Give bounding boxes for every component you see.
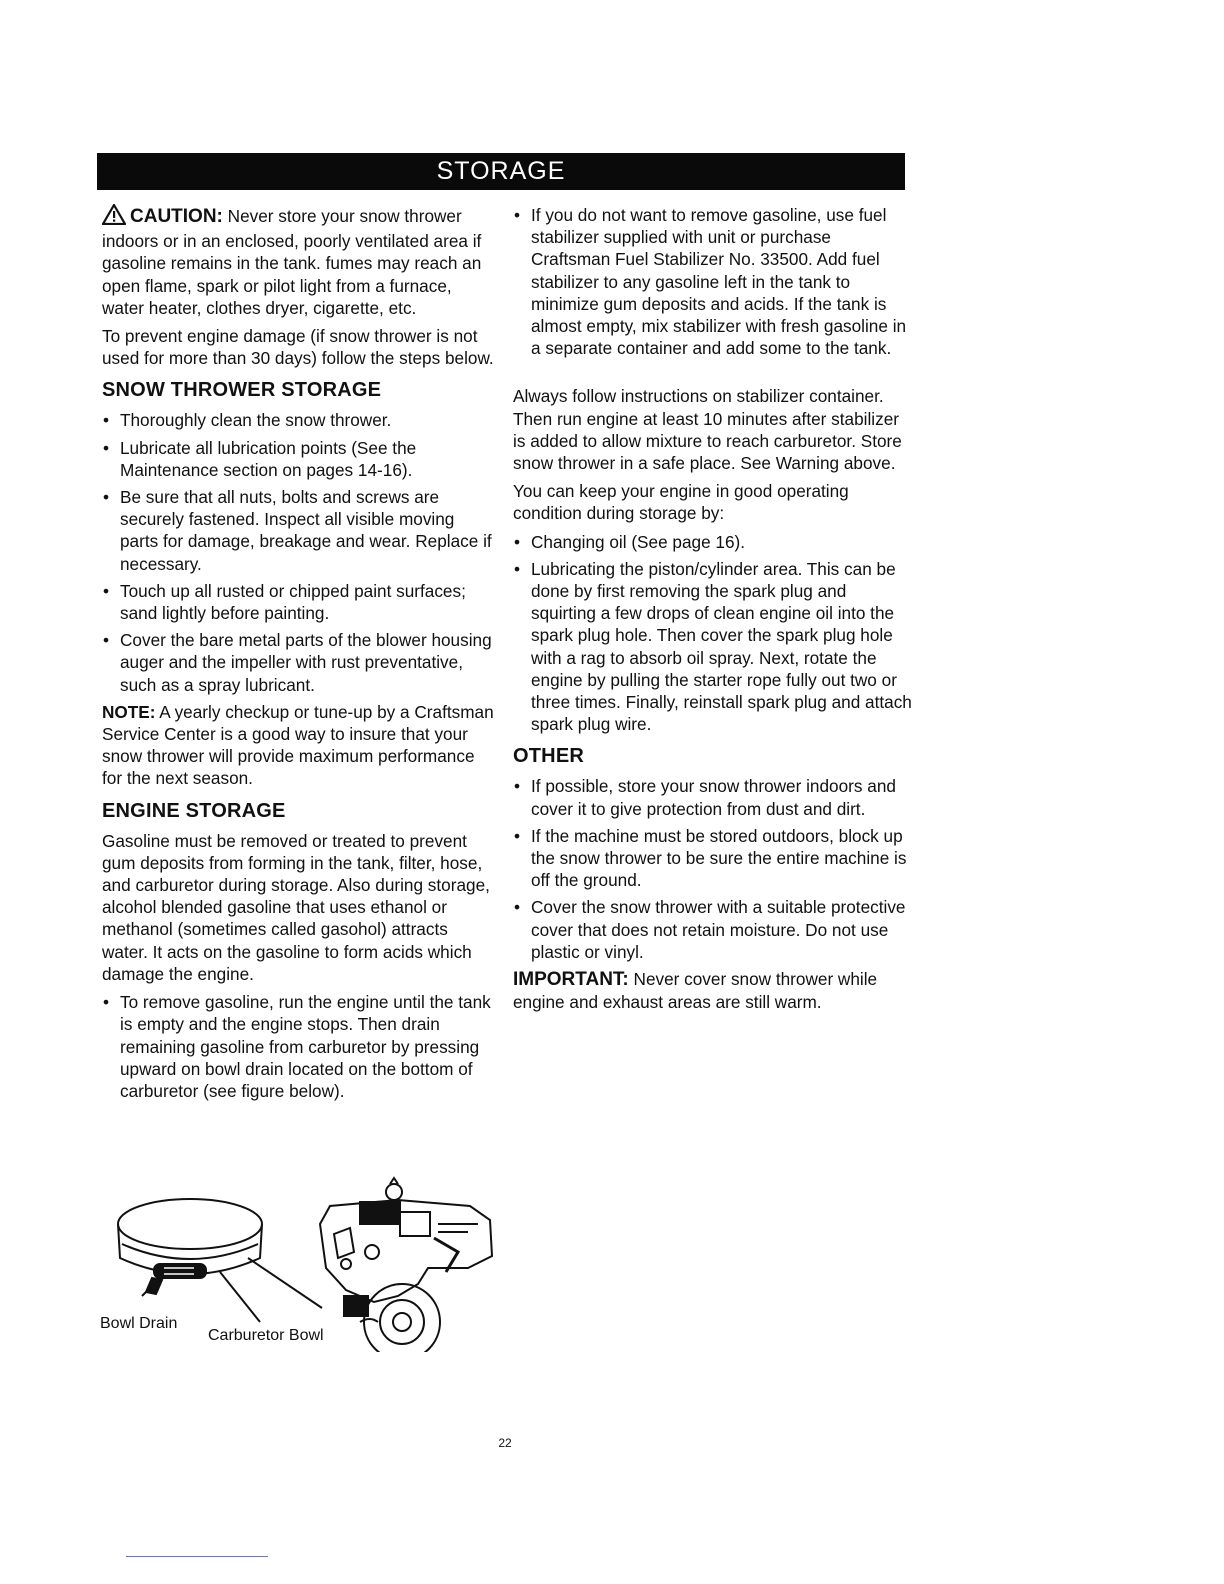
carburetor-bowl-label: Carburetor Bowl [208,1327,324,1344]
engine-storage-list [102,991,496,1102]
caution-text: Never store your snow thrower indoors or in an enclosed, poorly ventilated area if gasoline remains in the tank. fumes may reach an open flame, spark or pilot light from a furnace, water heater, clothes dryer, cigarette, etc. [102,206,482,318]
other-list [513,775,913,963]
page-title: STORAGE [97,153,905,190]
list-item: • Lubricate all lubrication points (See the Maintenance section on pages 14-16). [102,437,496,481]
note-text: A yearly checkup or tune-up by a Craftsman Service Center is a good way to insure that your snow thrower will provide maximum performance for the next season. [102,701,494,789]
warning-triangle-icon [102,204,126,230]
engine-condition-list [513,531,913,736]
list-item: • If possible, store your snow thrower indoors and cover it to give protection from dust and dirt. [513,775,913,819]
list-item: • Thoroughly clean the snow thrower. [102,409,496,431]
snow-thrower-storage-heading: SNOW THROWER STORAGE [102,379,382,402]
list-item: • Touch up all rusted or chipped paint surfaces; sand lightly before painting. [102,580,496,624]
fuel-stabilizer-list [513,204,913,359]
important-text: Never cover snow thrower while engine and exhaust areas are still warm. [513,969,878,1013]
important-paragraph [513,968,913,1013]
engine-storage-text: Gasoline must be removed or treated to prevent gum deposits from forming in the tank, filter, hose, and carburetor during storage. Also during storage, alcohol blended gasoline that uses ethanol or methanol (sometimes called gasohol) attracts water. It acts on the gasoline to form acids which damage the engine. [102,830,490,984]
note-label: NOTE: [102,701,156,722]
list-item: • If the machine must be stored outdoors, block up the snow thrower to be sure the entire machine is off the ground. [513,825,913,892]
list-item: • Cover the snow thrower with a suitable protective cover that does not retain moisture. Do not use plastic or vinyl. [513,896,913,963]
carburetor-figure [98,1172,498,1352]
caution-label: CAUTION: [130,206,223,227]
caution-paragraph [102,204,496,319]
intro-text: To prevent engine damage (if snow thrower is not used for more than 30 days) follow the steps below. [102,326,494,369]
list-item: • Lubricating the piston/cylinder area. This can be done by first removing the spark plug and squirting a few drops of clean engine oil into the spark plug hole. Then cover the spark plug hole with a rag to absorb oil spray. Next, rotate the engine by pulling the starter rope fully out two or three times. Finally, reinstall spark plug and attach spark plug wire. [513,558,913,736]
list-item: • If you do not want to remove gasoline, use fuel stabilizer supplied with unit or purchase Craftsman Fuel Stabilizer No. 33500. Add fuel stabilizer to any gasoline left in the tank to minimize gum deposits and acids. If the tank is almost empty, mix stabilizer with fresh gasoline in a separate container and add some to the tank. [513,204,913,359]
keep-engine-text: You can keep your engine in good operating condition during storage by: [513,481,849,524]
snow-thrower-storage-list [102,409,496,695]
important-label: IMPORTANT: [513,969,629,991]
list-item: • To remove gasoline, run the engine until the tank is empty and the engine stops. Then drain remaining gasoline from carburetor by pressing upward on bowl drain located on the bottom of carburetor (see figure below). [102,991,496,1102]
note-paragraph [102,701,496,790]
engine-storage-heading: ENGINE STORAGE [102,799,286,822]
page-number: 22 [498,1436,512,1450]
bowl-drain-label: Bowl Drain [100,1315,178,1332]
left-column [102,204,496,1107]
footer-divider [126,1556,268,1557]
list-item: • Be sure that all nuts, bolts and screws are securely fastened. Inspect all visible moving parts for damage, breakage and wear. Replace if necessary. [102,486,496,575]
list-item: • Changing oil (See page 16). [513,531,913,553]
right-column [513,204,913,1020]
list-item: • Cover the bare metal parts of the blower housing auger and the impeller with rust preventative, such as a spray lubricant. [102,629,496,696]
stabilizer-text: Always follow instructions on stabilizer container. Then run engine at least 10 minutes after stabilizer is added to allow mixture to reach carburetor. Store snow thrower in a safe place. See Warning above. [513,386,902,474]
other-heading: OTHER [513,745,584,768]
